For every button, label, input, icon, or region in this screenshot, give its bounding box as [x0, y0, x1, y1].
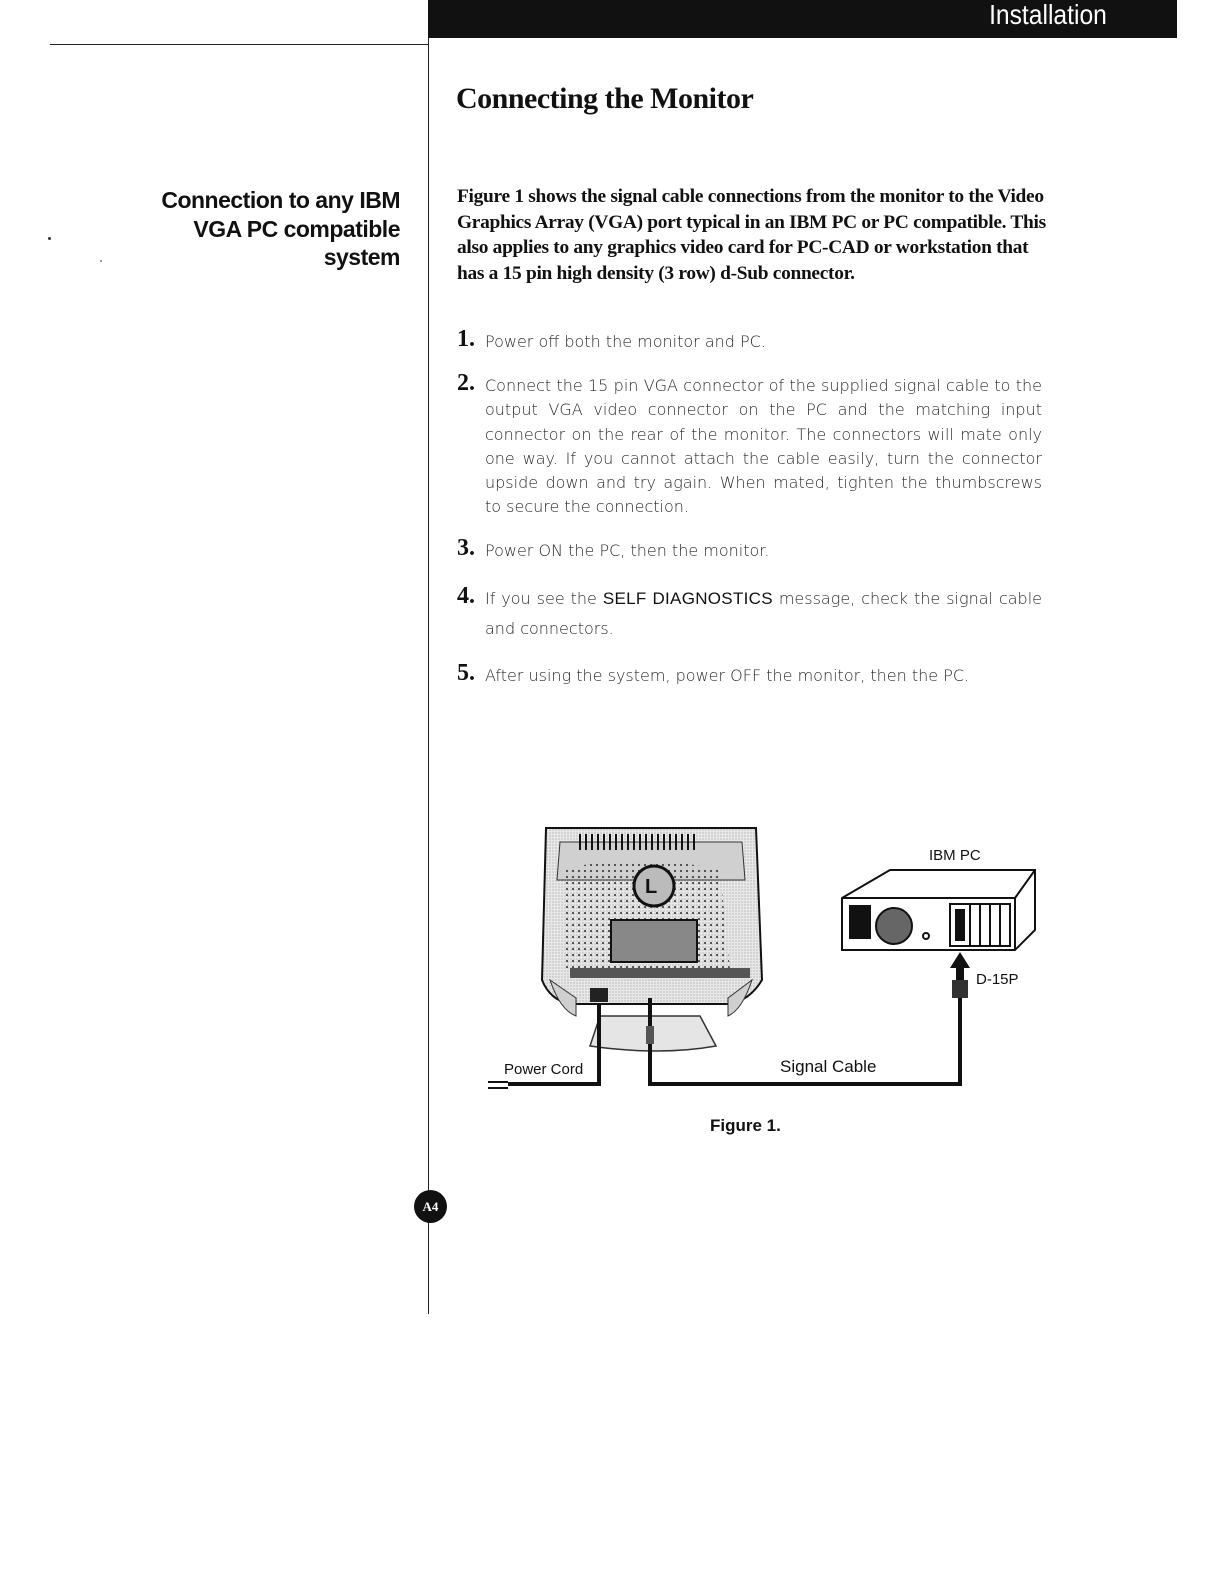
list-item [457, 535, 1042, 563]
side-heading-line: VGA PC compatible [193, 215, 400, 242]
step-number: 2. [457, 370, 475, 397]
step-number: 4. [457, 582, 475, 609]
side-heading-line: system [323, 244, 400, 270]
step-text: Power ON the PC, then the monitor. [485, 541, 770, 561]
page-number-badge: A4 [414, 1190, 447, 1223]
ibm-pc-label: IBM PC [929, 847, 981, 864]
list-item [457, 584, 1042, 644]
list-item [457, 659, 1042, 688]
side-heading-line: Connection to any IBM [161, 187, 400, 213]
connection-diagram [480, 820, 1040, 1100]
top-divider [50, 44, 428, 45]
step-text: After using the system, power OFF the monitor, then the PC. [485, 665, 970, 685]
step-number: 5. [457, 659, 475, 686]
step-text: Connect the 15 pin VGA connector of the supplied signal cable to the output VGA video connector on the PC and the matching input connector on the rear of the monitor. The connectors will mate only one way. If you cannot attach the cable easily, turn the connector upside down and try again. When mated, tighten the thumbscrews to secure the connection. [485, 376, 1042, 517]
signal-cable-label: Signal Cable [780, 1057, 877, 1076]
steps-list [457, 326, 1042, 688]
page-title: Connecting the Monitor [456, 82, 754, 115]
step-text: Power off both the monitor and PC. [485, 332, 766, 351]
d15p-label: D-15P [976, 971, 1019, 988]
arrow-up-icon [950, 952, 970, 998]
pc-illustration [842, 870, 1035, 950]
list-item [457, 370, 1042, 519]
header-bar [428, 0, 1177, 38]
step-text-before: If you see the [485, 588, 603, 608]
step-number: 1. [457, 326, 475, 352]
side-heading [100, 186, 400, 272]
power-cord-label: Power Cord [504, 1061, 584, 1078]
list-item [457, 326, 1042, 354]
scan-speck [48, 237, 51, 240]
figure-caption: Figure 1. [710, 1116, 781, 1135]
intro-paragraph: Figure 1 shows the signal cable connections from the monitor to the Video Graphics Array (VGA) port typical in an IBM PC or PC compatible. This also applies to any graphics video card for PC-CAD or workstation that has a 15 pin high density (3 row) d-Sub connector. [457, 186, 1046, 284]
section-title: Installation [989, 0, 1107, 30]
self-diagnostics-keyword: SELF DIAGNOSTICS [602, 588, 773, 608]
scan-speck [100, 260, 102, 262]
column-divider [428, 38, 429, 1314]
svg-text:L: L [645, 876, 658, 898]
step-number: 3. [457, 535, 475, 562]
step-text-after: message, check the signal cable and connectors. [485, 588, 1042, 638]
